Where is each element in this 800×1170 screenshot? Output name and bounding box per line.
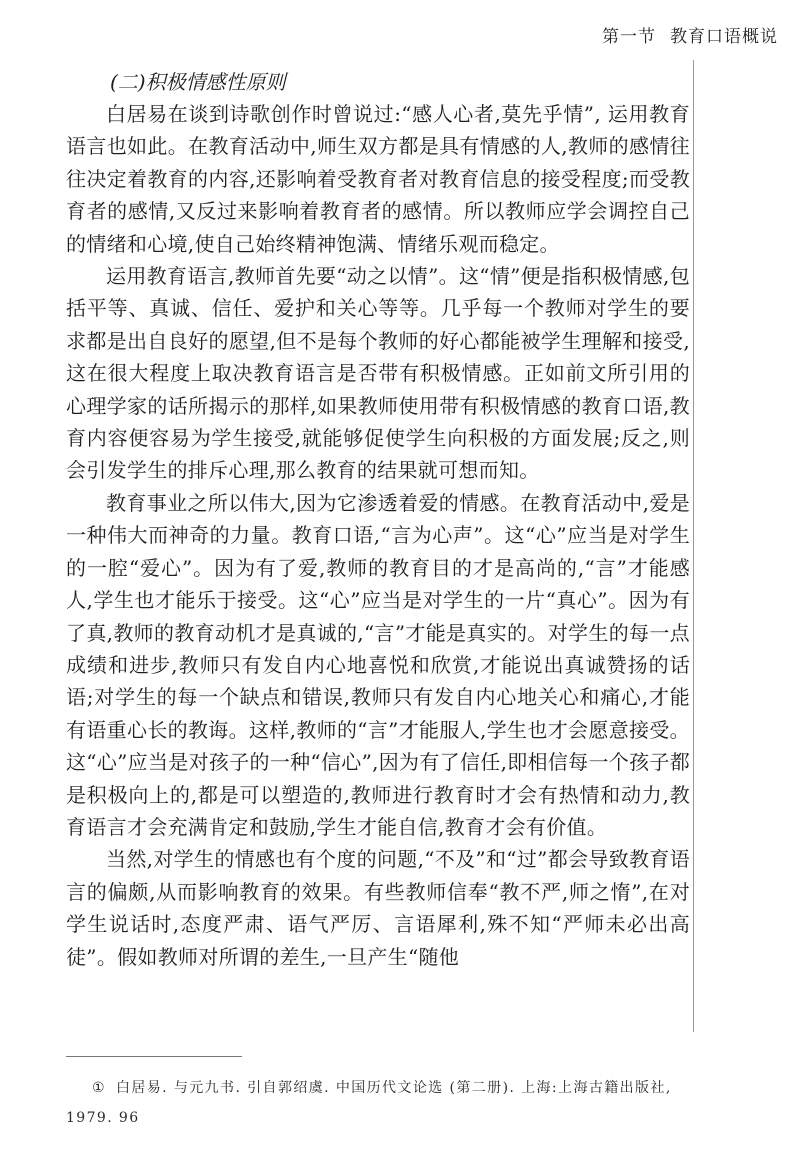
paragraph-4: 当然,对学生的情感也有个度的问题,“不及”和“过”都会导致教育语言的偏颇,从而影响教育的效果。有些教师信奉“教不严,师之惰”,在对学生说话时,态度严肃、语气严厉、言语犀利,殊不知“严师未必出高徒”。假如教师对所谓的差生,一旦产生“随他 — [66, 847, 690, 969]
paragraph-3: 教育事业之所以伟大,因为它渗透着爱的情感。在教育活动中,爱是一种伟大而神奇的力量。教育口语,“言为心声”。这“心”应当是对学生的一腔“爱心”。因为有了爱,教师的教育目的才是高尚的,“言”才能感人,学生也才能乐于接受。这“心”应当是对学生的一片“真心”。因为有了真,教师的教育动机才是真诚的,“言”才能是真实的。对学生的每一点成绩和进步,教师只有发自内心地喜悦和欣赏,才能说出真诚赞扬的话语;对学生的每一个缺点和错误,教师只有发自内心地关心和痛心,才能有语重心长的教诲。这样,教师的“言”才能服人,学生也才会愿意接受。这“心”应当是对孩子的一种“信心”,因为有了信任,即相信每一个孩子都是积极向上的,都是可以塑造的,教师进行教育时才会有热情和动力,教育语言才会充满肯定和鼓励,学生才能自信,教育才会有价值。 — [66, 490, 690, 839]
footnote-marker: ① — [92, 1080, 106, 1096]
running-head — [602, 22, 778, 47]
running-head-section: 第一节 — [602, 27, 656, 47]
footnote-divider — [66, 1056, 242, 1057]
margin-rule — [693, 60, 694, 1032]
paragraph-1: 白居易在谈到诗歌创作时曾说过:“感人心者,莫先乎情”, 运用教育语言也如此。在教育活动中,师生双方都是具有情感的人,教师的感情往往决定着教育的内容,还影响着受教育者对教育信息的接受程度;而受教育者的感情,又反过来影响着教育者的感情。所以教师应学会调控自己的情绪和心境,使自己始终精神饱满、情绪乐观而稳定。 — [66, 102, 690, 256]
footnote — [66, 1073, 694, 1133]
footnote-text: 白居易. 与元九书. 引自郭绍虞. 中国历代文论选 (第二册). 上海:上海古籍出版社, 1979. 96 — [66, 1080, 672, 1126]
page-body — [66, 66, 690, 973]
paragraph-2: 运用教育语言,教师首先要“动之以情”。这“情”便是指积极情感,包括平等、真诚、信任、爱护和关心等等。几乎每一个教师对学生的要求都是出自良好的愿望,但不是每个教师的好心都能被学生理解和接受,这在很大程度上取决教育语言是否带有积极情感。正如前文所引用的心理学家的话所揭示的那样,如果教师使用带有积极情感的教育口语,教育内容便容易为学生接受,就能够促使学生向积极的方面发展;反之,则会引发学生的排斥心理,那么教育的结果就可想而知。 — [66, 264, 690, 483]
section-heading: (二)积极情感性原则 — [110, 70, 286, 94]
running-head-chapter: 教育口语概说 — [670, 27, 778, 47]
